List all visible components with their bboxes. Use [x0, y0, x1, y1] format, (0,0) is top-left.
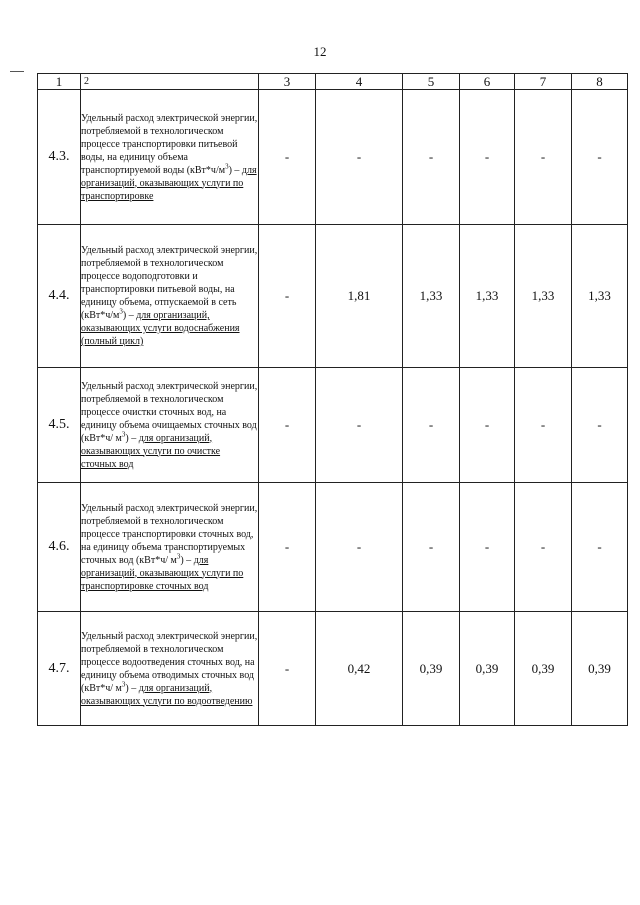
value-cell: - [572, 368, 628, 483]
value-cell: - [259, 368, 316, 483]
description-text: Удельный расход электрической энергии, потребляемой в технологическом процессе транспортировки питьевой воды, на единицу объема транспортируемой воды (кВт*ч/м [81, 112, 258, 176]
value-cell: - [259, 225, 316, 368]
value-cell: - [259, 612, 316, 726]
value-cell: - [572, 483, 628, 612]
description-underlined: для организаций, оказывающих услуги по очистке сточных вод [81, 432, 221, 470]
description-tail: ) – [125, 432, 139, 444]
value-cell: - [460, 483, 515, 612]
description-tail: ) – [228, 164, 242, 176]
description-text: Удельный расход электрической энергии, потребляемой в технологическом процессе водоподготовки и транспортировки питьевой воды, на единицу объема, отпускаемой в сеть (кВт*ч/м [81, 245, 258, 321]
row-number: 4.7. [38, 612, 81, 726]
unit-superscript: 3 [119, 307, 123, 316]
row-description [81, 483, 259, 612]
description-underlined: для организаций, оказывающих услуги по транспортировке сточных вод [81, 554, 244, 592]
value-cell: - [316, 368, 403, 483]
row-number: 4.3. [38, 90, 81, 225]
unit-superscript: 3 [121, 430, 126, 439]
margin-mark [10, 71, 24, 72]
row-description [81, 612, 259, 726]
value-cell: 1,33 [515, 225, 572, 368]
description-text: Удельный расход электрической энергии, потребляемой в технологическом процессе водоотведения сточных вод, на единицу объема отводимых сточных вод (кВт*ч/ м [81, 630, 258, 694]
value-cell: 0,39 [403, 612, 460, 726]
value-cell: 1,81 [316, 225, 403, 368]
value-cell: - [403, 90, 460, 225]
value-cell: - [316, 483, 403, 612]
value-cell: - [259, 90, 316, 225]
value-cell: - [403, 483, 460, 612]
column-header: 3 [259, 74, 316, 90]
value-cell: - [515, 483, 572, 612]
indicator-table [37, 73, 628, 726]
value-cell: 1,33 [403, 225, 460, 368]
value-cell: 1,33 [572, 225, 628, 368]
unit-superscript: 3 [225, 162, 229, 171]
column-header: 6 [460, 74, 515, 90]
row-number: 4.6. [38, 483, 81, 612]
row-description [81, 225, 259, 368]
description-text: Удельный расход электрической энергии, потребляемой в технологическом процессе очистки сточных вод, на единицу объема очищаемых сточных вод (кВт*ч/ м [81, 380, 258, 444]
column-header: 8 [572, 74, 628, 90]
value-cell: - [403, 368, 460, 483]
description-underlined: для организаций, оказывающих услуги водоснабжения (полный цикл) [81, 310, 240, 347]
row-description [81, 368, 259, 483]
unit-superscript: 3 [121, 680, 126, 689]
description-underlined: для организаций, оказывающих услуги по водоотведению [81, 682, 253, 707]
column-header: 1 [38, 74, 81, 90]
value-cell: - [460, 368, 515, 483]
value-cell: - [316, 90, 403, 225]
value-cell: - [259, 483, 316, 612]
description-tail: ) – [122, 310, 137, 321]
value-cell: - [515, 368, 572, 483]
column-header: 7 [515, 74, 572, 90]
table-row [38, 368, 628, 483]
value-cell: 0,39 [572, 612, 628, 726]
column-header: 4 [316, 74, 403, 90]
table-header-row [38, 74, 628, 90]
column-header: 2 [81, 74, 259, 90]
table-row [38, 612, 628, 726]
column-header: 5 [403, 74, 460, 90]
table-row [38, 225, 628, 368]
value-cell: - [515, 90, 572, 225]
value-cell: - [460, 90, 515, 225]
value-cell: 0,42 [316, 612, 403, 726]
row-number: 4.5. [38, 368, 81, 483]
value-cell: 0,39 [460, 612, 515, 726]
description-underlined: для организаций, оказывающих услуги по транспортировке [81, 164, 257, 202]
page-number: 12 [313, 44, 327, 59]
row-description [81, 90, 259, 225]
description-tail: ) – [180, 554, 194, 566]
value-cell: 1,33 [460, 225, 515, 368]
unit-superscript: 3 [176, 552, 181, 561]
value-cell: 0,39 [515, 612, 572, 726]
table-row [38, 90, 628, 225]
table-row [38, 483, 628, 612]
value-cell: - [572, 90, 628, 225]
row-number: 4.4. [38, 225, 81, 368]
description-tail: ) – [125, 682, 139, 694]
description-text: Удельный расход электрической энергии, потребляемой в технологическом процессе транспортировки сточных вод, на единицу объема транспортируемых сточных вод (кВт*ч/ м [81, 502, 258, 566]
